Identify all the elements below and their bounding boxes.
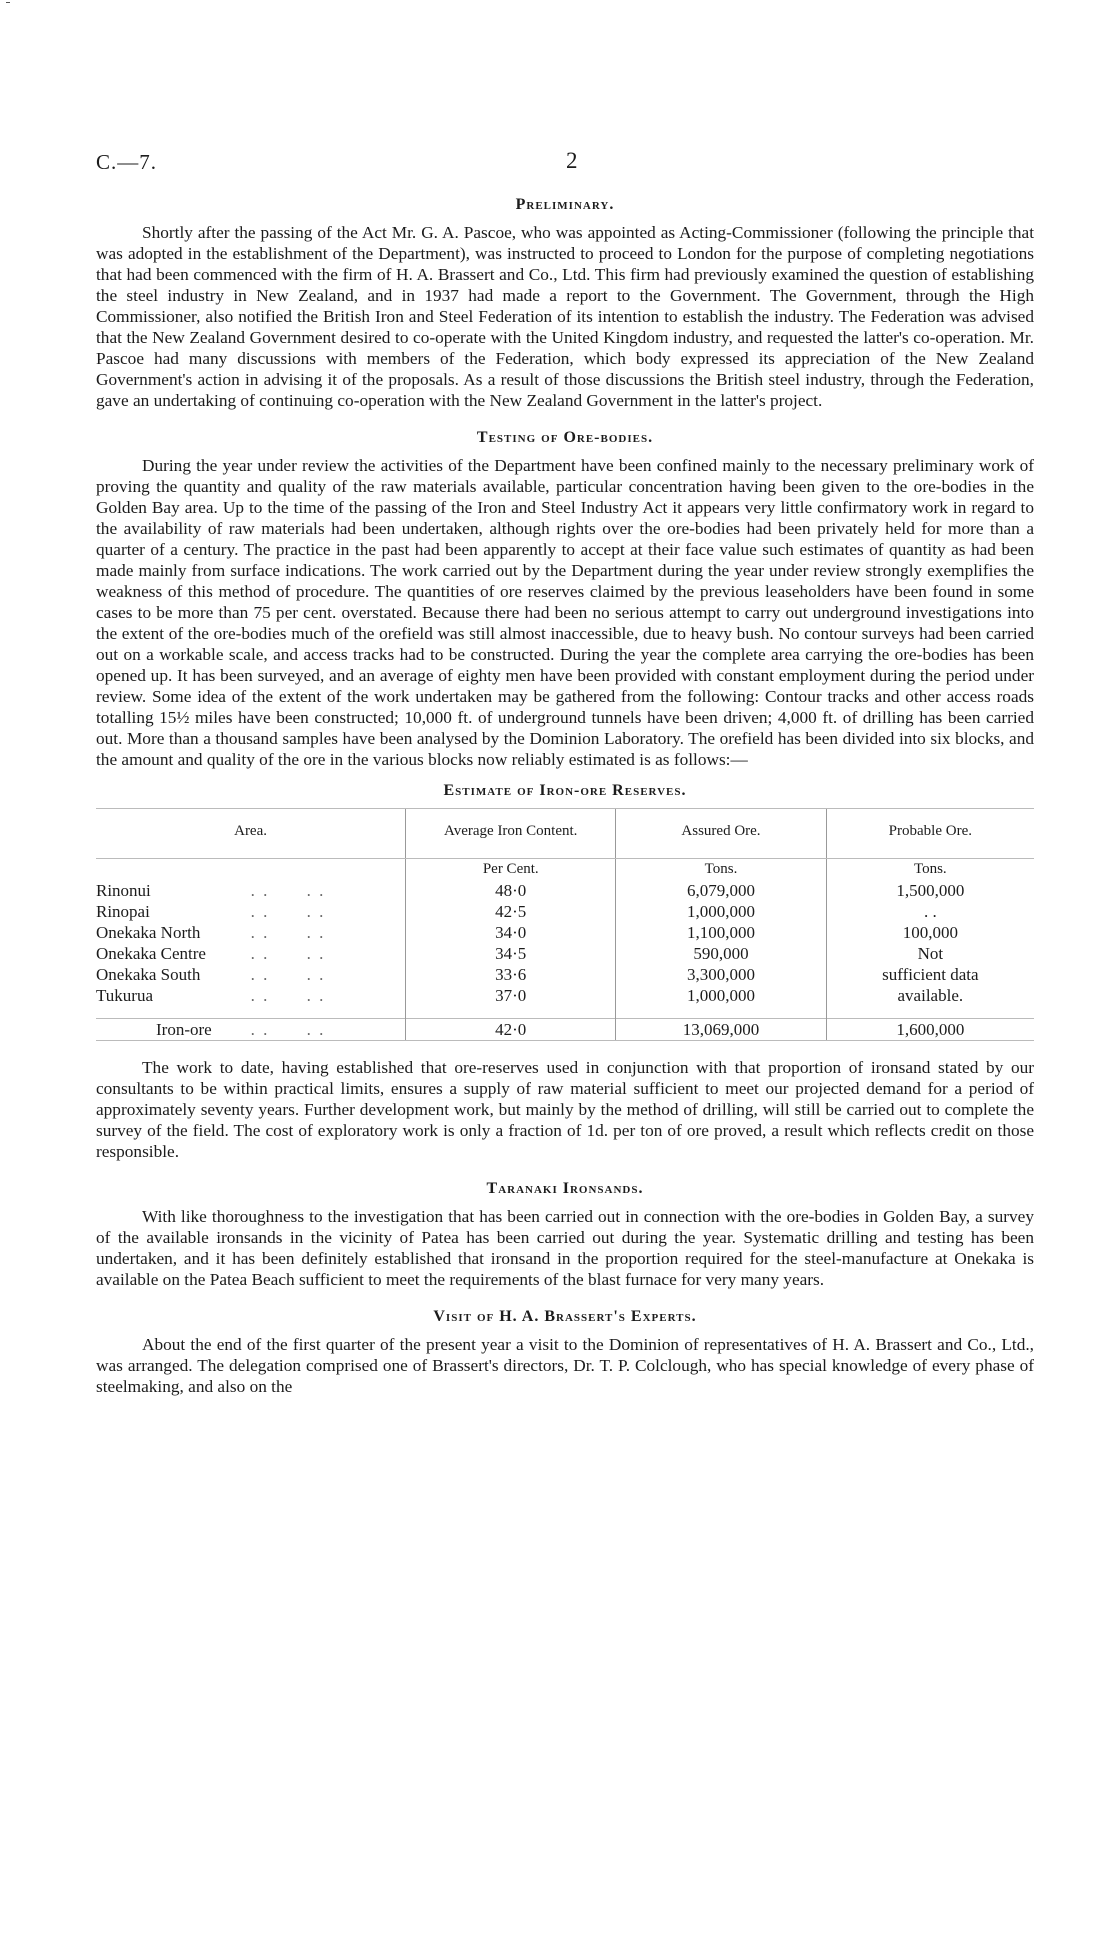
heading-testing: Testing of Ore-bodies. — [476, 429, 654, 446]
paragraph-taranaki: With like thoroughness to the investigation that has been carried out in connection with the ore-bodies in Golden Bay, a survey of the available ironsands in the vicinity of Patea has been carried out during the year. Systematic drilling and testing has been undertaken, and it has been definitely established that ironsand in the proportion required for the steel-manufacture at Onekaka is available on the Patea Beach sufficient to meet the requirements of the blast furnace for very many years. — [96, 1207, 1034, 1289]
leader-dots: . . — [250, 902, 270, 921]
document-body — [96, 196, 1034, 1397]
col-area: Area. — [96, 809, 406, 859]
total-iron: 42·0 — [406, 1019, 616, 1041]
assured-value: 1,100,000 — [616, 922, 826, 943]
table-row — [96, 964, 1034, 985]
probable-value: 100,000 — [826, 922, 1034, 943]
iron-value: 33·6 — [406, 964, 616, 985]
assured-value: 3,300,000 — [616, 964, 826, 985]
table-row — [96, 985, 1034, 1019]
paragraph-testing: During the year under review the activities of the Department have been confined mainly to the necessary preliminary work of proving the quantity and quality of the raw materials available, particular concentration having been given to the ore-bodies in the Golden Bay area. Up to the time of the passing of the Iron and Steel Industry Act it appears very little confirmatory work in regard to the availability of raw materials had been undertaken, although rights over the ore-bodies had been privately held for more than a quarter of a century. The practice in the past had been apparently to accept at their face value such estimates of quantity as had been made mainly from surface indications. The work carried out by the Department during the year under review strongly exemplifies the weakness of this method of procedure. The quantities of ore reserves claimed by the previous leaseholders have been found in some cases to be more than 75 per cent. overstated. Because there had been no serious attempt to carry out underground investigations into the extent of the ore-bodies much of the orefield was still almost inaccessible, due to heavy bush. No contour surveys had been carried out on a workable scale, and access tracks had to be constructed. During the year the complete area carrying the ore-bodies has been opened up. It has been surveyed, and an average of eighty men have been provided with constant employment during the period under review. Some idea of the extent of the work undertaken may be gathered from the following: Contour tracks and other access roads totalling 15½ miles have been constructed; 10,000 ft. of underground tunnels have been driven; 4,000 ft. of drilling has been carried out. More than a thousand samples have been analysed by the Dominion Laboratory. The orefield has been divided into six blocks, and the amount and quality of the ore in the various blocks now reliably estimated is as follows:— — [96, 456, 1034, 769]
paragraph-after-table: The work to date, having established that ore-reserves used in conjunction with that proportion of ironsand stated by our consultants to be within practical limits, ensures a supply of raw material sufficient to meet our projected demand for a period of approximately seventy years. Further development work, but mainly by the method of drilling, will still be carried out to complete the survey of the field. The cost of exploratory work is only a fraction of 1d. per ton of ore proved, a result which reflects credit on those responsible. — [96, 1058, 1034, 1161]
col-assured-ore: Assured Ore. — [616, 809, 826, 859]
total-row — [96, 1019, 1034, 1041]
heading-taranaki: Taranaki Ironsands. — [486, 1180, 644, 1197]
page-header — [96, 150, 1042, 178]
heading-estimate: Estimate of Iron-ore Reserves. — [443, 782, 687, 799]
leader-dots: . . — [250, 1020, 270, 1039]
heading-preliminary: Preliminary. — [515, 196, 615, 213]
leader-dots: . . — [250, 923, 270, 942]
area-name: Onekaka North — [96, 923, 201, 942]
scan-mark — [6, 2, 10, 3]
total-probable: 1,600,000 — [826, 1019, 1034, 1041]
probable-value: Not — [826, 943, 1034, 964]
total-assured: 13,069,000 — [616, 1019, 826, 1041]
area-name: Onekaka South — [96, 965, 201, 984]
heading-visit: Visit of H. A. Brassert's Experts. — [433, 1308, 697, 1325]
reserves-table — [96, 808, 1034, 1041]
leader-dots: . . — [250, 965, 270, 984]
iron-value: 48·0 — [406, 880, 616, 901]
table-header-row — [96, 809, 1034, 859]
assured-value: 1,000,000 — [616, 901, 826, 922]
table-row — [96, 901, 1034, 922]
leader-dots: . . — [306, 881, 326, 900]
leader-dots: . . — [306, 986, 326, 1005]
leader-dots: . . — [306, 944, 326, 963]
leader-dots: . . — [250, 986, 270, 1005]
table-row — [96, 880, 1034, 901]
probable-value: . . — [826, 901, 1034, 922]
assured-value: 590,000 — [616, 943, 826, 964]
area-name: Rinopai — [96, 902, 150, 921]
assured-value: 1,000,000 — [616, 985, 826, 1019]
table-row — [96, 922, 1034, 943]
leader-dots: . . — [306, 902, 326, 921]
table-row — [96, 943, 1034, 964]
unit-assured: Tons. — [616, 859, 826, 881]
unit-probable: Tons. — [826, 859, 1034, 881]
area-name: Rinonui — [96, 881, 151, 900]
leader-dots: . . — [306, 965, 326, 984]
area-name: Tukurua — [96, 986, 153, 1005]
leader-dots: . . — [306, 1020, 326, 1039]
probable-value: available. — [826, 985, 1034, 1019]
assured-value: 6,079,000 — [616, 880, 826, 901]
iron-value: 34·5 — [406, 943, 616, 964]
leader-dots: . . — [306, 923, 326, 942]
col-probable-ore: Probable Ore. — [826, 809, 1034, 859]
page-number: 2 — [566, 148, 578, 173]
leader-dots: . . — [250, 944, 270, 963]
paragraph-preliminary: Shortly after the passing of the Act Mr. G. A. Pascoe, who was appointed as Acting-Commissioner (following the principle that was adopted in the establishment of the Department), was instructed to proceed to London for the purpose of completing negotiations that had been commenced with the firm of H. A. Brassert and Co., Ltd. This firm had previously examined the question of establishing the steel industry in New Zealand, and in 1937 had made a report to the Government. The Government, through the High Commissioner, also notified the British Iron and Steel Federation of its intention to establish the industry. The Federation was advised that the New Zealand Government desired to co-operate with the United Kingdom industry, and requested the latter's co-operation. Mr. Pascoe had many discussions with members of the Federation, which body expressed its appreciation of the New Zealand Government's action in advising it of the proposals. As a result of those discussions the British steel industry, through the Federation, gave an undertaking of continuing co-operation with the New Zealand Government in the latter's project. — [96, 223, 1034, 410]
iron-value: 37·0 — [406, 985, 616, 1019]
unit-iron: Per Cent. — [406, 859, 616, 881]
leader-dots: . . — [250, 881, 270, 900]
units-row — [96, 859, 1034, 881]
document-reference: C.—7. — [96, 150, 158, 174]
probable-value: 1,500,000 — [826, 880, 1034, 901]
probable-value: sufficient data — [826, 964, 1034, 985]
iron-value: 42·5 — [406, 901, 616, 922]
total-label: Iron-ore — [156, 1020, 212, 1039]
area-name: Onekaka Centre — [96, 944, 206, 963]
col-iron-content: Average Iron Content. — [406, 809, 616, 859]
iron-value: 34·0 — [406, 922, 616, 943]
paragraph-visit: About the end of the first quarter of the present year a visit to the Dominion of representatives of H. A. Brassert and Co., Ltd., was arranged. The delegation comprised one of Brassert's directors, Dr. T. P. Colclough, who has special knowledge of every phase of steelmaking, and also on the — [96, 1335, 1034, 1396]
